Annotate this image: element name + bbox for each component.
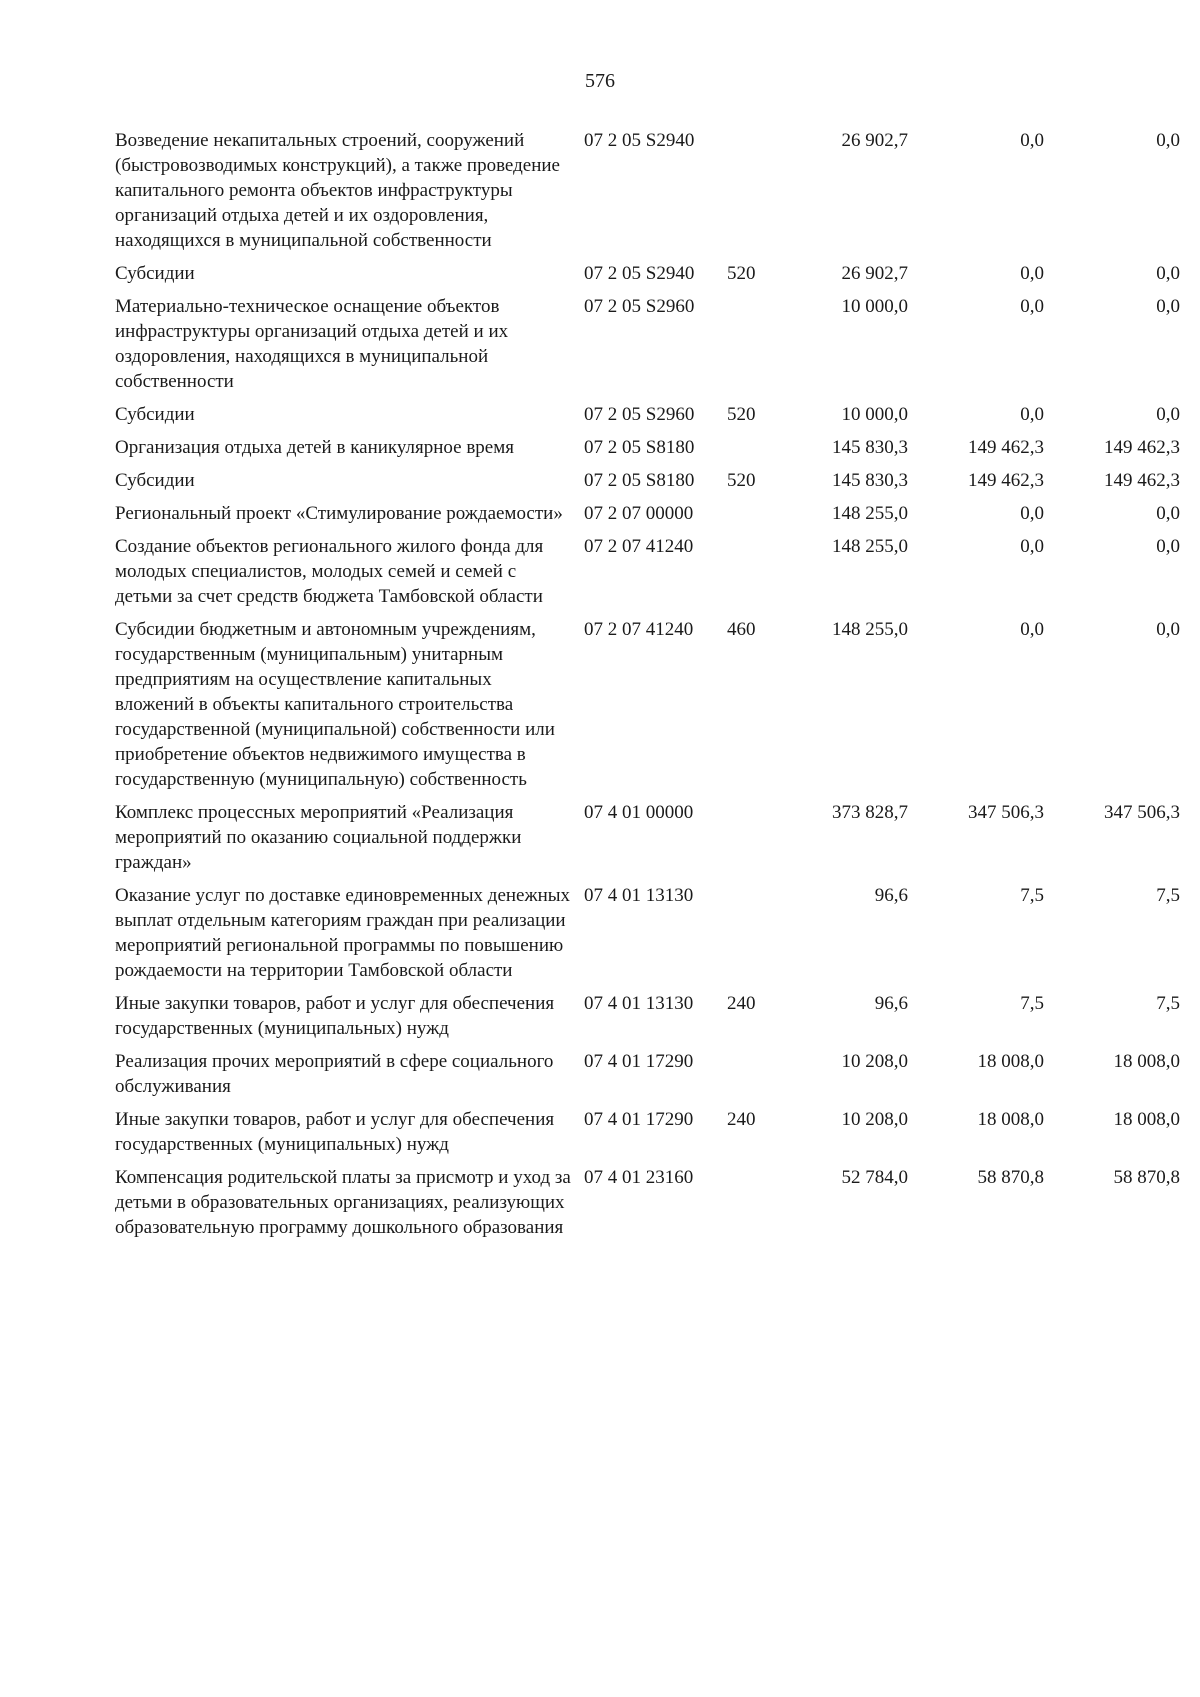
row-value-2: 0,0 bbox=[1020, 619, 1044, 640]
row-value-2: 0,0 bbox=[1020, 404, 1044, 425]
row-code: 07 4 01 17290 bbox=[584, 1051, 694, 1072]
row-name: Компенсация родительской платы за присмотр и уход за детьми в образовательных организациях, реализующих образовательную программу дошкольного образования bbox=[115, 1167, 571, 1238]
row-type: 520 bbox=[727, 404, 756, 425]
page-number: 576 bbox=[585, 70, 615, 92]
row-value-3: 347 506,3 bbox=[1104, 802, 1180, 823]
budget-table bbox=[0, 128, 1200, 1248]
row-code: 07 2 07 00000 bbox=[584, 503, 694, 524]
row-value-1: 26 902,7 bbox=[841, 263, 908, 284]
row-code: 07 2 05 S2940 bbox=[584, 130, 695, 151]
row-code: 07 4 01 00000 bbox=[584, 802, 694, 823]
table-row bbox=[0, 261, 1200, 286]
row-value-3: 0,0 bbox=[1156, 404, 1180, 425]
row-value-1: 52 784,0 bbox=[841, 1167, 908, 1188]
row-value-1: 10 208,0 bbox=[841, 1051, 908, 1072]
row-value-1: 10 000,0 bbox=[841, 296, 908, 317]
table-row bbox=[0, 534, 1200, 609]
row-value-1: 373 828,7 bbox=[832, 802, 908, 823]
table-row bbox=[0, 991, 1200, 1041]
row-value-1: 145 830,3 bbox=[832, 437, 908, 458]
row-value-3: 0,0 bbox=[1156, 503, 1180, 524]
row-name: Субсидии bbox=[115, 470, 195, 491]
row-name: Субсидии bbox=[115, 404, 195, 425]
table-row bbox=[0, 128, 1200, 253]
row-value-2: 149 462,3 bbox=[968, 470, 1044, 491]
row-value-3: 18 008,0 bbox=[1113, 1109, 1180, 1130]
row-value-1: 96,6 bbox=[874, 885, 908, 906]
row-code: 07 2 05 S2940 bbox=[584, 263, 695, 284]
table-row bbox=[0, 501, 1200, 526]
row-code: 07 2 05 S2960 bbox=[584, 296, 695, 317]
table-row bbox=[0, 800, 1200, 875]
row-name: Возведение некапитальных строений, сооружений (быстровозводимых конструкций), а также проведение капитального ремонта объектов инфраструктуры организаций отдыха детей и их оздоровления, находящихся в муниципальной собственности bbox=[115, 130, 560, 251]
row-value-3: 58 870,8 bbox=[1113, 1167, 1180, 1188]
table-row bbox=[0, 435, 1200, 460]
row-value-2: 0,0 bbox=[1020, 296, 1044, 317]
row-name: Комплекс процессных мероприятий «Реализация мероприятий по оказанию социальной поддержки граждан» bbox=[115, 802, 522, 873]
row-value-3: 7,5 bbox=[1156, 993, 1180, 1014]
row-name: Организация отдыха детей в каникулярное время bbox=[115, 437, 514, 458]
row-name: Иные закупки товаров, работ и услуг для обеспечения государственных (муниципальных) нужд bbox=[115, 993, 555, 1039]
row-name: Материально-техническое оснащение объектов инфраструктуры организаций отдыха детей и их оздоровления, находящихся в муниципальной собственности bbox=[115, 296, 509, 392]
table-row bbox=[0, 402, 1200, 427]
row-code: 07 4 01 17290 bbox=[584, 1109, 694, 1130]
row-name: Реализация прочих мероприятий в сфере социального обслуживания bbox=[115, 1051, 554, 1097]
row-value-2: 7,5 bbox=[1020, 885, 1044, 906]
row-value-1: 148 255,0 bbox=[832, 503, 908, 524]
row-code: 07 2 05 S8180 bbox=[584, 437, 695, 458]
row-code: 07 4 01 13130 bbox=[584, 993, 694, 1014]
row-value-2: 18 008,0 bbox=[977, 1109, 1044, 1130]
row-name: Региональный проект «Стимулирование рождаемости» bbox=[115, 503, 563, 524]
row-name: Создание объектов регионального жилого фонда для молодых специалистов, молодых семей и семей с детьми за счет средств бюджета Тамбовской области bbox=[115, 536, 544, 607]
table-row bbox=[0, 617, 1200, 792]
table-row bbox=[0, 1165, 1200, 1240]
row-value-2: 149 462,3 bbox=[968, 437, 1044, 458]
row-value-1: 10 208,0 bbox=[841, 1109, 908, 1130]
row-code: 07 4 01 13130 bbox=[584, 885, 694, 906]
table-row bbox=[0, 1107, 1200, 1157]
row-name: Иные закупки товаров, работ и услуг для обеспечения государственных (муниципальных) нужд bbox=[115, 1109, 555, 1155]
row-value-3: 0,0 bbox=[1156, 130, 1180, 151]
row-type: 520 bbox=[727, 470, 756, 491]
row-code: 07 2 07 41240 bbox=[584, 536, 694, 557]
row-value-2: 0,0 bbox=[1020, 130, 1044, 151]
row-value-2: 0,0 bbox=[1020, 503, 1044, 524]
row-value-1: 148 255,0 bbox=[832, 619, 908, 640]
row-value-2: 0,0 bbox=[1020, 263, 1044, 284]
row-value-1: 96,6 bbox=[874, 993, 908, 1014]
row-value-2: 58 870,8 bbox=[977, 1167, 1044, 1188]
row-type: 520 bbox=[727, 263, 756, 284]
row-value-2: 0,0 bbox=[1020, 536, 1044, 557]
row-type: 240 bbox=[727, 1109, 756, 1130]
row-code: 07 2 07 41240 bbox=[584, 619, 694, 640]
row-value-1: 26 902,7 bbox=[841, 130, 908, 151]
row-value-3: 0,0 bbox=[1156, 263, 1180, 284]
row-value-3: 0,0 bbox=[1156, 296, 1180, 317]
table-row bbox=[0, 294, 1200, 394]
row-value-2: 347 506,3 bbox=[968, 802, 1044, 823]
row-value-3: 0,0 bbox=[1156, 619, 1180, 640]
table-row bbox=[0, 468, 1200, 493]
row-value-3: 0,0 bbox=[1156, 536, 1180, 557]
row-value-2: 7,5 bbox=[1020, 993, 1044, 1014]
table-row bbox=[0, 1049, 1200, 1099]
row-value-3: 18 008,0 bbox=[1113, 1051, 1180, 1072]
row-code: 07 4 01 23160 bbox=[584, 1167, 694, 1188]
row-value-1: 10 000,0 bbox=[841, 404, 908, 425]
table-row bbox=[0, 883, 1200, 983]
row-value-1: 148 255,0 bbox=[832, 536, 908, 557]
row-value-2: 18 008,0 bbox=[977, 1051, 1044, 1072]
row-code: 07 2 05 S8180 bbox=[584, 470, 695, 491]
row-type: 240 bbox=[727, 993, 756, 1014]
row-value-3: 149 462,3 bbox=[1104, 437, 1180, 458]
row-name: Субсидии бюджетным и автономным учреждениям, государственным (муниципальным) унитарным предприятиям на осуществление капитальных вложений в объекты капитального строительства государственной (муниципальной) собственности или приобретение объектов недвижимого имущества в государственную (муниципальную) собственность bbox=[115, 619, 555, 790]
row-name: Оказание услуг по доставке единовременных денежных выплат отдельным категориям граждан при реализации мероприятий региональной программы по повышению рождаемости на территории Тамбовской области bbox=[115, 885, 571, 981]
row-type: 460 bbox=[727, 619, 756, 640]
row-value-1: 145 830,3 bbox=[832, 470, 908, 491]
row-value-3: 149 462,3 bbox=[1104, 470, 1180, 491]
row-code: 07 2 05 S2960 bbox=[584, 404, 695, 425]
row-name: Субсидии bbox=[115, 263, 195, 284]
row-value-3: 7,5 bbox=[1156, 885, 1180, 906]
